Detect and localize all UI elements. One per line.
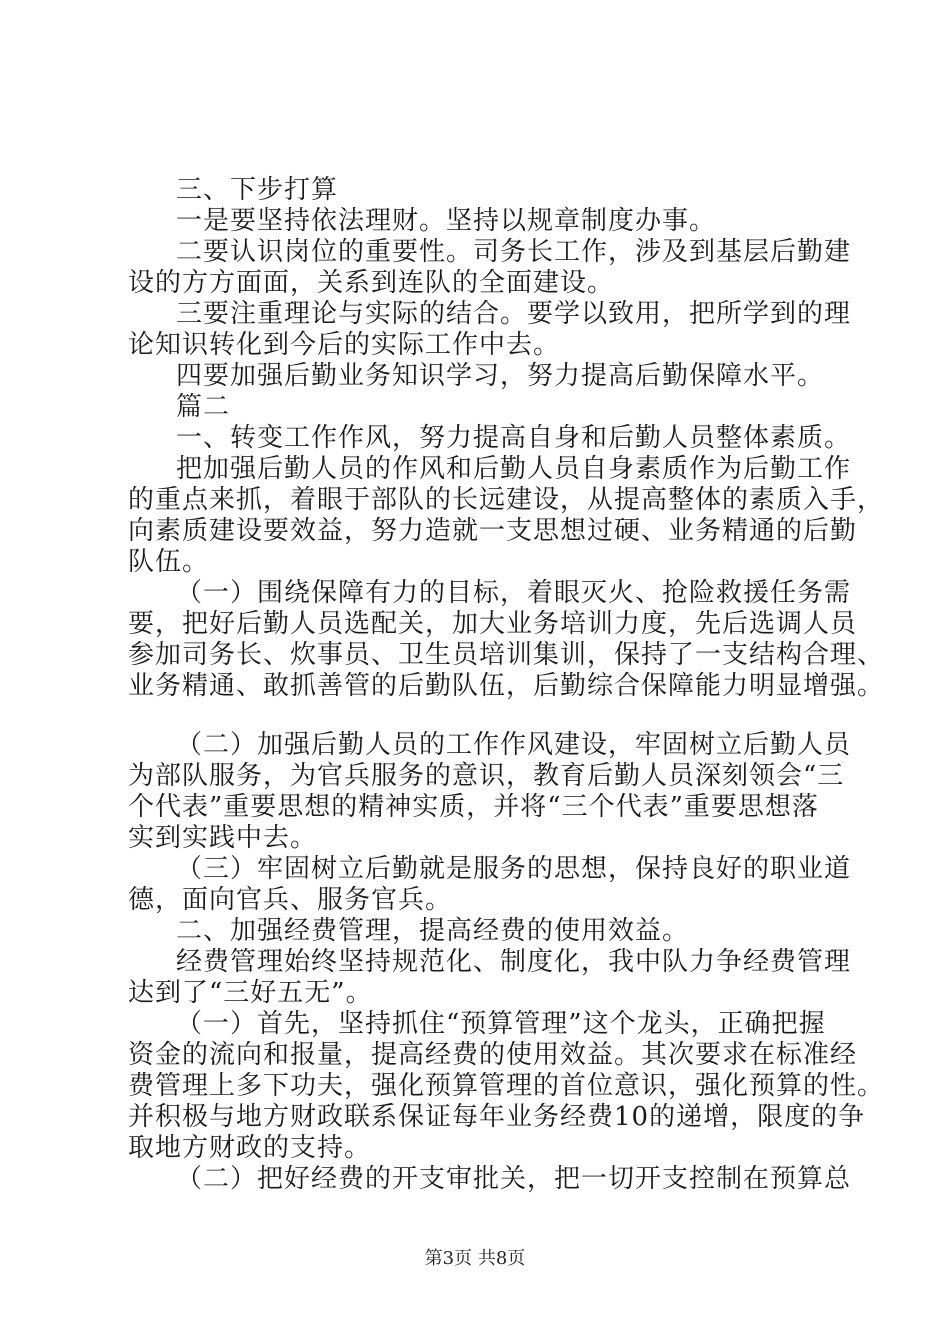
text-line: 论知识转化到今后的实际工作中去。 <box>128 330 561 360</box>
text-line: 业务精通、敢抓善管的后勤队伍，后勤综合保障能力明显增强。 <box>128 671 885 701</box>
section-heading: 篇二 <box>176 392 231 422</box>
text-line: 四要加强后勤业务知识学习，努力提高后勤保障水平。 <box>176 361 825 391</box>
text-line: 资金的流向和报量，提高经费的使用效益。其次要求在标准经 <box>128 1040 858 1070</box>
text-line: 队伍。 <box>128 547 210 577</box>
text-line: 为部队服务，为官兵服务的意识，教育后勤人员深刻领会“三 <box>128 761 845 791</box>
text-line: 实到实践中去。 <box>128 823 318 853</box>
text-line: 达到了“三好五无”。 <box>128 978 373 1008</box>
page-number-footer: 第3页 共8页 <box>424 1248 526 1269</box>
text-line: （二）加强后勤人员的工作作风建设，牢固树立后勤人员 <box>176 730 852 760</box>
text-line: （一）首先，坚持抓住“预算管理”这个龙头，正确把握 <box>176 1009 826 1039</box>
text-line: （二）把好经费的开支审批关，把一切开支控制在预算总 <box>176 1164 852 1194</box>
text-line: 三要注重理论与实际的结合。要学以致用，把所学到的理 <box>176 299 852 329</box>
text-line: 一是要坚持依法理财。坚持以规章制度办事。 <box>176 206 717 236</box>
text-line: 设的方方面面，关系到连队的全面建设。 <box>128 268 615 298</box>
text-line: 参加司务长、炊事员、卫生员培训集训，保持了一支结构合理、 <box>128 640 885 670</box>
text-line: 费管理上多下功夫，强化预算管理的首位意识，强化预算的性。 <box>128 1071 885 1101</box>
text-line: 并积极与地方财政联系保证每年业务经费10的递增，限度的争 <box>128 1102 866 1132</box>
text-line: 把加强后勤人员的作风和后勤人员自身素质作为后勤工作 <box>176 454 852 484</box>
text-line: 向素质建设要效益，努力造就一支思想过硬、业务精通的后勤 <box>128 516 858 546</box>
text-line: 二要认识岗位的重要性。司务长工作，涉及到基层后勤建 <box>176 237 852 267</box>
text-line: 二、加强经费管理，提高经费的使用效益。 <box>176 916 690 946</box>
text-line: （一）围绕保障有力的目标，着眼灭火、抢险救援任务需 <box>176 578 852 608</box>
text-line: 要，把好后勤人员选配关，加大业务培训力度，先后选调人员 <box>128 609 858 639</box>
text-line: 一、转变工作作风，努力提高自身和后勤人员整体素质。 <box>176 423 852 453</box>
text-line: 经费管理始终坚持规范化、制度化，我中队力争经费管理 <box>176 947 852 977</box>
text-line: 取地方财政的支持。 <box>128 1133 372 1163</box>
text-line: 三、下步打算 <box>176 175 339 205</box>
text-line: 德，面向官兵、服务官兵。 <box>128 885 453 915</box>
text-line: 的重点来抓，着眼于部队的长远建设，从提高整体的素质入手， <box>128 485 885 515</box>
text-line: 个代表”重要思想的精神实质，并将“三个代表”重要思想落 <box>128 792 819 822</box>
text-line: （三）牢固树立后勤就是服务的思想，保持良好的职业道 <box>176 854 852 884</box>
